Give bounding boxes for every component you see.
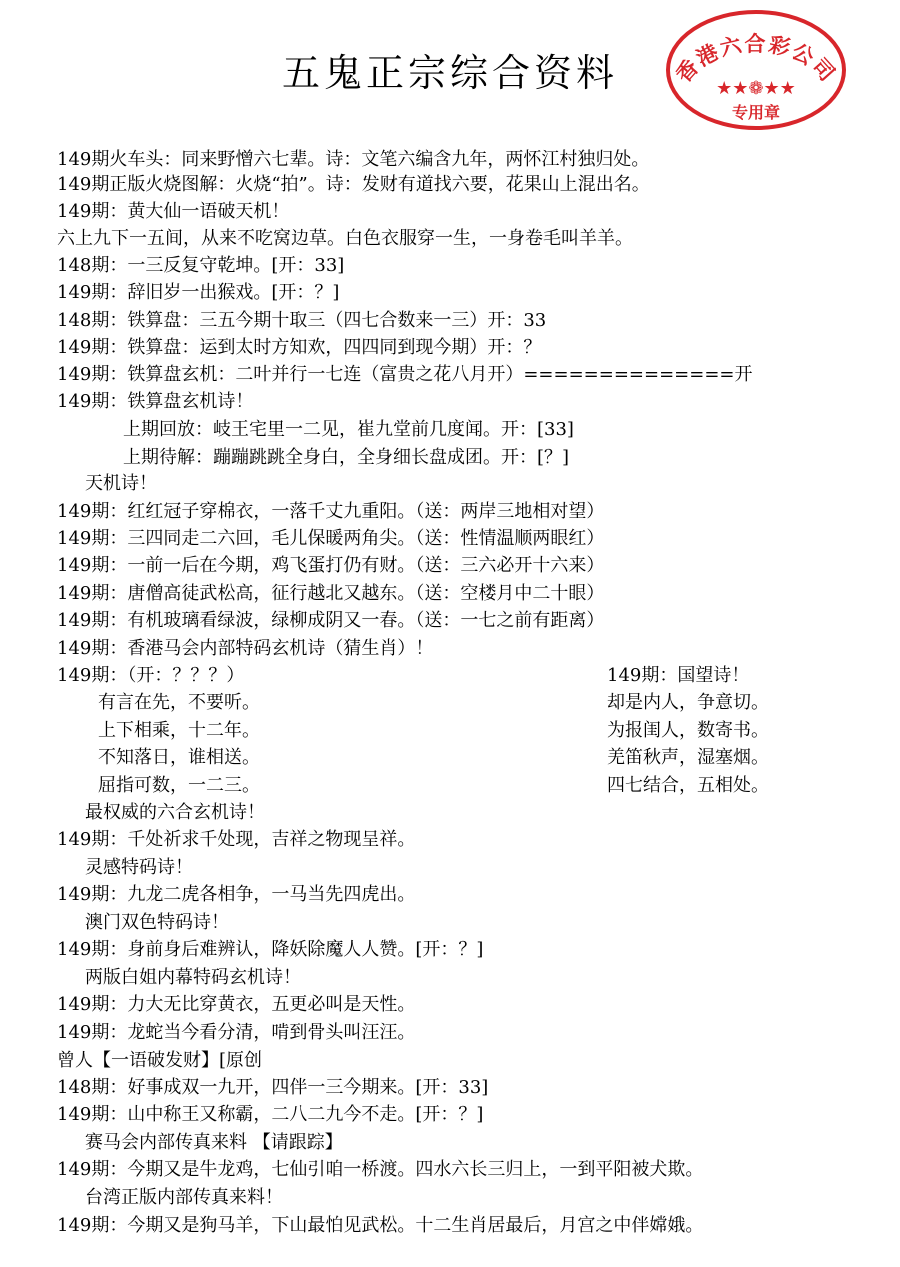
text-line: 148期：好事成双一九开，四伴一三今期来。[开：33] xyxy=(57,1077,489,1098)
text-line: 上下相乘，十二年。 xyxy=(98,720,260,741)
guowang-line: 为报闺人，数寄书。 xyxy=(607,720,769,741)
text-line: 149期火车头：同来野憎六七辈。诗：文笔六编含九年，两怀江村独归处。 xyxy=(57,149,650,170)
text-line: 天机诗！ xyxy=(85,473,157,494)
text-line: 149期：一前一后在今期，鸡飞蛋打仍有财。（送：三六必开十六来） xyxy=(57,555,605,576)
text-line: 两版白姐内幕特码玄机诗！ xyxy=(85,967,301,988)
text-line: 149期：山中称王又称霸，二八二九今不走。[开：？] xyxy=(57,1104,484,1125)
text-line: 最权威的六合玄机诗！ xyxy=(85,802,265,823)
text-line: 上期回放：岐王宅里一二见，崔九堂前几度闻。开：[33] xyxy=(123,419,574,440)
text-line: 台湾正版内部传真来料！ xyxy=(85,1187,283,1208)
text-line: 149期：今期又是狗马羊，下山最怕见武松。十二生肖居最后，月宫之中伴嫦娥。 xyxy=(57,1215,704,1236)
text-line: 149期：力大无比穿黄衣，五更必叫是天性。 xyxy=(57,994,416,1015)
text-line: 上期待解：蹦蹦跳跳全身白，全身细长盘成团。开：[？] xyxy=(123,447,570,468)
text-line: 149期：黄大仙一语破天机！ xyxy=(57,201,290,222)
text-line: 149期：龙蛇当今看分清，啃到骨头叫汪汪。 xyxy=(57,1022,416,1043)
text-line: 148期：一三反复守乾坤。[开：33] xyxy=(57,255,345,276)
text-line: 149期：千处祈求千处现，吉祥之物现呈祥。 xyxy=(57,829,416,850)
text-line: 149期：九龙二虎各相争，一马当先四虎出。 xyxy=(57,884,416,905)
text-line: 149期：红红冠子穿棉衣，一落千丈九重阳。（送：两岸三地相对望） xyxy=(57,501,605,522)
text-line: 不知落日，谁相送。 xyxy=(98,747,260,768)
guowang-title: 149期：国望诗！ xyxy=(607,665,750,686)
text-line: 149期：铁算盘：运到太时方知欢，四四同到现今期）开：？ xyxy=(57,337,542,358)
text-line: 149期：铁算盘玄机诗！ xyxy=(57,391,254,412)
page-title: 五鬼正宗综合资料 xyxy=(281,51,618,95)
text-line: 149期：辞旧岁一出猴戏。[开：？] xyxy=(57,282,340,303)
text-line: 149期：身前身后难辨认，降妖除魔人人赞。[开：？] xyxy=(57,939,484,960)
text-line: 149期：今期又是牛龙鸡，七仙引咱一桥渡。四水六长三归上，一到平阳被犬欺。 xyxy=(57,1159,704,1180)
text-line: 149期：唐僧高徒武松高，征行越北又越东。（送：空楼月中二十眼） xyxy=(57,583,605,604)
text-line: 149期：有机玻璃看绿波，绿柳成阴又一春。（送：一七之前有距离） xyxy=(57,610,605,631)
stamp-sub-text: 专用章 xyxy=(731,103,781,122)
text-line: 有言在先，不要听。 xyxy=(98,692,260,713)
text-line: 灵感特码诗！ xyxy=(85,857,193,878)
text-line: 148期：铁算盘：三五今期十取三（四七合数来一三）开：33 xyxy=(57,310,547,331)
text-line: 赛马会内部传真来料 【请跟踪】 xyxy=(85,1132,343,1153)
stamp-stars: ★★❁★★ xyxy=(716,78,796,99)
company-stamp xyxy=(664,8,848,132)
stamp-company-text: 香港六合彩公司 xyxy=(671,31,841,88)
text-line: 六上九下一五间，从来不吃窝边草。白色衣服穿一生，一身卷毛叫羊羊。 xyxy=(57,228,633,249)
text-line: 149期：香港马会内部特码玄机诗（猜生肖）！ xyxy=(57,638,434,659)
text-line: 澳门双色特码诗！ xyxy=(85,912,229,933)
text-line: 149期正版火烧图解：火烧“拍”。诗：发财有道找六要，花果山上混出名。 xyxy=(57,174,650,195)
guowang-line: 四七结合，五相处。 xyxy=(607,775,769,796)
text-line: 149期：（开：？？？） xyxy=(57,665,245,686)
guowang-line: 羌笛秋声，湿塞烟。 xyxy=(607,747,769,768)
text-line: 屈指可数，一二三。 xyxy=(98,775,260,796)
guowang-line: 却是内人，争意切。 xyxy=(607,692,769,713)
text-line: 149期：铁算盘玄机：二叶并行一七连（富贵之花八月开）==============开 xyxy=(57,364,753,385)
text-line: 曾人【一语破发财】[原创 xyxy=(57,1050,263,1071)
text-line: 149期：三四同走二六回，毛儿保暖两角尖。（送：性情温顺两眼红） xyxy=(57,528,605,549)
